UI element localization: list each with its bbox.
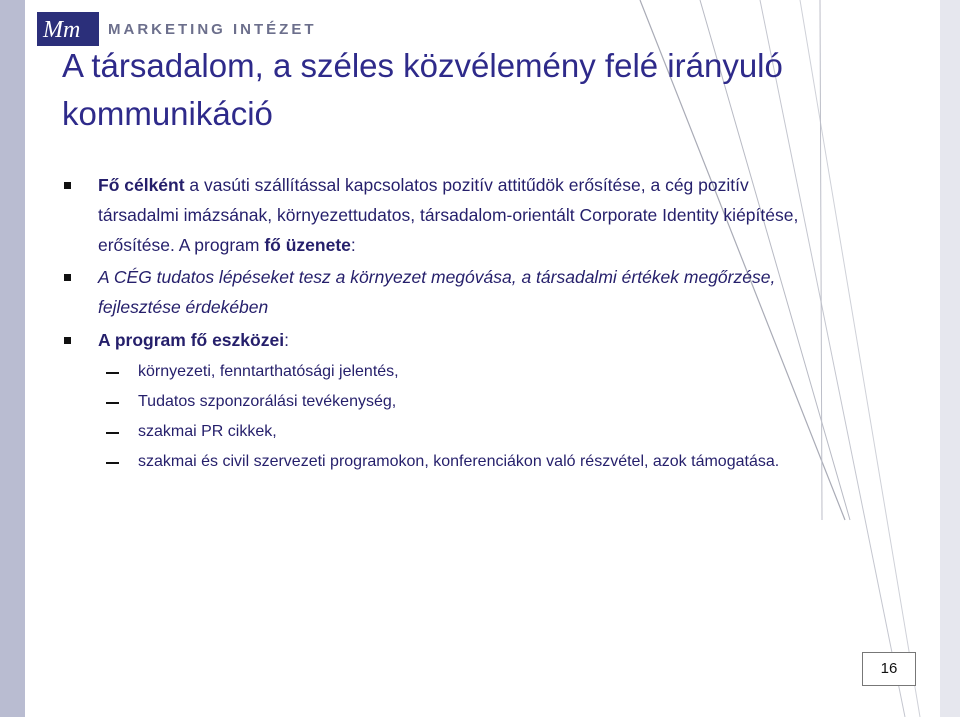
bullet-message: [62, 262, 832, 322]
dash-bullet-icon: [106, 462, 119, 464]
dash-bullet-icon: [106, 372, 119, 374]
main-message-label: fő üzenete: [264, 235, 351, 255]
page-number: 16: [862, 652, 916, 686]
logo-monogram-icon: [37, 12, 99, 46]
list-item: Tudatos szponzorálási tevékenység,: [62, 387, 832, 417]
slide-title: A társadalom, a széles közvélemény felé irányuló kommunikáció: [62, 47, 783, 132]
square-bullet-icon: [64, 337, 71, 344]
logo-mark: [37, 12, 99, 46]
logo-text: MARKETING INTÉZET: [108, 20, 317, 38]
list-item: szakmai PR cikkek,: [62, 417, 832, 447]
tools-heading: A program fő eszközei: [98, 330, 285, 350]
square-bullet-icon: [64, 274, 71, 281]
colon: :: [350, 235, 356, 255]
bullet-tools: [62, 325, 832, 355]
dash-bullet-icon: [106, 432, 119, 434]
tools-list: [62, 357, 832, 477]
list-item: szakmai és civil szervezeti programokon, konferenciákon való részvétel, azok támogatása.: [62, 447, 832, 477]
goal-text: a vasúti szállítással kapcsolatos pozitív attitűdök erősítése, a cég pozitív társadalmi imázsának, környezettudatos, társadalom-orientált Corporate Identity kiépítése, erősítése. A program: [98, 175, 799, 255]
marketing-intezet-logo: [37, 12, 317, 46]
dash-bullet-icon: [106, 402, 119, 404]
goal-bold-lead: Fő célként: [98, 175, 185, 195]
list-item: környezeti, fenntarthatósági jelentés,: [62, 357, 832, 387]
svg-text:Mm: Mm: [43, 17, 81, 43]
message-text: A CÉG tudatos lépéseket tesz a környezet megóvása, a társadalmi értékek megőrzése, fejlesztése érdekében: [98, 267, 776, 317]
bullet-goal: [62, 170, 832, 260]
colon: :: [284, 330, 289, 350]
slide-body: [62, 170, 832, 477]
square-bullet-icon: [64, 182, 71, 189]
